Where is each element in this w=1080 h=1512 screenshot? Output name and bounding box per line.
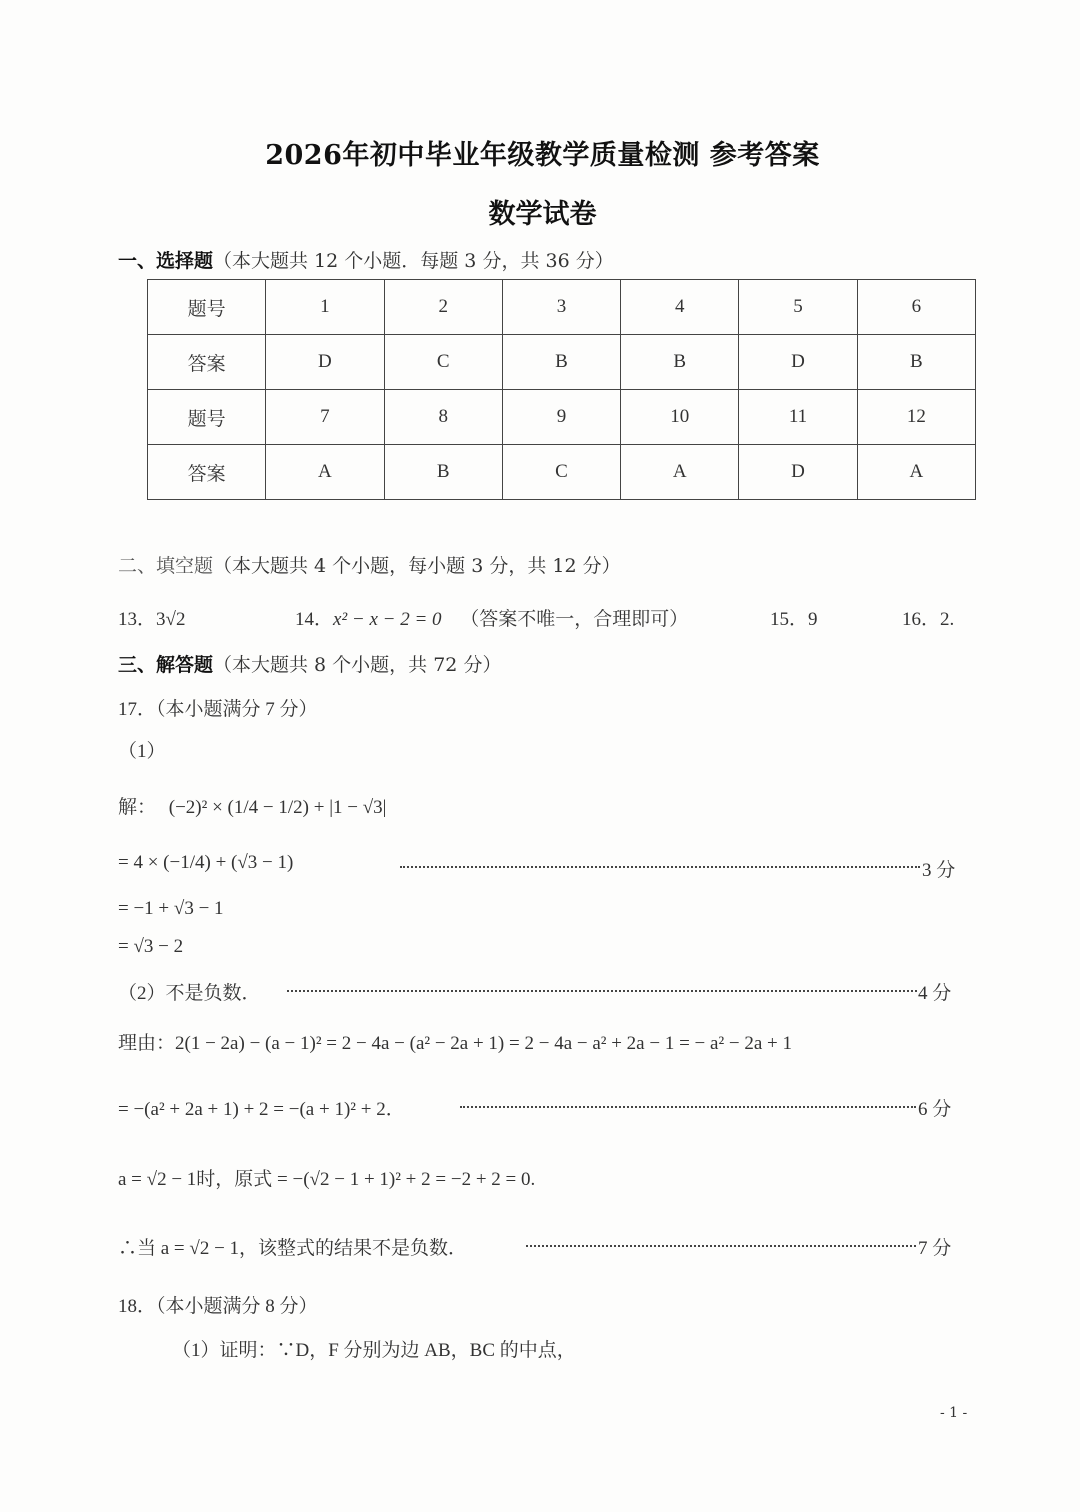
answer-cell: B [502, 335, 620, 390]
question-number: 9 [502, 390, 620, 445]
q17-part2: （2）不是负数． [118, 983, 261, 1004]
answer-cell: A [266, 445, 384, 500]
answer-cell: D [266, 335, 384, 390]
section1-heading [118, 246, 614, 273]
score-7: 7 分 [918, 1238, 952, 1259]
q18-part1: （1）证明：∵D，F 分别为边 AB，BC 的中点， [172, 1340, 576, 1361]
document-subtitle: 数学试卷 [488, 199, 597, 230]
answer-cell: D [739, 445, 857, 500]
reason-expression: 2(1 − 2a) − (a − 1)² = 2 − 4a − (a² − 2a + 1) = 2 − 4a − a² + 2a − 1 = − a² − 2a + 1 [175, 1033, 793, 1054]
answer-cell: C [384, 335, 502, 390]
section1-label: 一、选择题 [118, 250, 214, 272]
answer-cell: A [857, 445, 975, 500]
section3-heading [118, 650, 501, 677]
answer-cell: D [739, 335, 857, 390]
section2-label: 二、填空题 [118, 555, 214, 577]
question-number: 2 [384, 280, 502, 335]
table-row [148, 335, 976, 390]
dot-leader [526, 1245, 916, 1247]
section1-note: （本大题共 12 个小题．每题 3 分，共 36 分） [213, 250, 614, 272]
q17-substitution: a = √2 − 1时，原式 = −(√2 − 1 + 1)² + 2 = −2 + 2 = 0. [118, 1169, 536, 1190]
answer-cell: B [621, 335, 739, 390]
solve-prefix: 解： [118, 797, 157, 818]
q18-header: 18．（本小题满分 8 分） [118, 1296, 318, 1317]
q14-number: 14． [295, 609, 334, 630]
reason-prefix: 理由： [118, 1033, 176, 1054]
table-row [148, 445, 976, 500]
score-4: 4 分 [918, 983, 952, 1004]
expression: (−2)² × (1/4 − 1/2) + |1 − √3| [168, 797, 387, 818]
question-number: 5 [739, 280, 857, 335]
q16-answer: 2. [940, 609, 955, 630]
answer-q16 [902, 604, 954, 631]
q17-solution-line4: = √3 − 2 [118, 936, 184, 957]
question-number: 12 [857, 390, 975, 445]
score-6: 6 分 [918, 1099, 952, 1120]
section3-label: 三、解答题 [118, 654, 214, 676]
answer-cell: B [384, 445, 502, 500]
question-number: 1 [266, 280, 384, 335]
q17-reason-line2: = −(a² + 2a + 1) + 2 = −(a + 1)² + 2． [118, 1099, 405, 1120]
row-label: 答案 [148, 335, 266, 390]
row-label: 题号 [148, 280, 266, 335]
answer-cell: C [502, 445, 620, 500]
answer-q14 [295, 604, 688, 631]
q13-number: 13． [118, 609, 157, 630]
answer-cell: B [857, 335, 975, 390]
question-number: 6 [857, 280, 975, 335]
question-number: 4 [621, 280, 739, 335]
answer-table [147, 279, 976, 500]
q17-part1-label: （1） [118, 741, 166, 762]
q15-number: 15． [770, 609, 809, 630]
dot-leader [400, 866, 920, 868]
q17-reason-line1 [118, 1028, 792, 1055]
question-number: 7 [266, 390, 384, 445]
score-3: 3 分 [922, 860, 956, 881]
question-number: 8 [384, 390, 502, 445]
dot-leader [287, 990, 917, 992]
q17-header: 17．（本小题满分 7 分） [118, 699, 318, 720]
question-number: 3 [502, 280, 620, 335]
q17-solution-line2: = 4 × (−1/4) + (√3 − 1) [118, 852, 294, 873]
q14-note: （答案不唯一，合理即可） [460, 609, 689, 630]
section2-note: （本大题共 4 个小题，每小题 3 分，共 12 分） [213, 555, 621, 577]
question-number: 11 [739, 390, 857, 445]
page-number: - 1 - [940, 1405, 968, 1421]
answer-q13 [118, 604, 185, 631]
q15-answer: 9 [808, 609, 818, 630]
document-title: 2026年初中毕业年级教学质量检测 参考答案 [265, 140, 820, 171]
table-row [148, 390, 976, 445]
row-label: 答案 [148, 445, 266, 500]
q17-solution-line1 [118, 792, 386, 819]
section2-heading [118, 551, 621, 578]
section3-note: （本大题共 8 个小题，共 72 分） [213, 654, 502, 676]
answer-cell: A [621, 445, 739, 500]
table-row [148, 280, 976, 335]
answer-q15 [770, 604, 818, 631]
q17-solution-line3: = −1 + √3 − 1 [118, 898, 224, 919]
dot-leader [460, 1106, 916, 1108]
question-number: 10 [621, 390, 739, 445]
row-label: 题号 [148, 390, 266, 445]
q14-answer: x² − x − 2 = 0 [333, 609, 442, 630]
q17-conclusion: ∴当 a = √2 − 1，该整式的结果不是负数． [118, 1238, 468, 1259]
q16-number: 16． [902, 609, 941, 630]
q13-answer: 3√2 [156, 609, 186, 630]
